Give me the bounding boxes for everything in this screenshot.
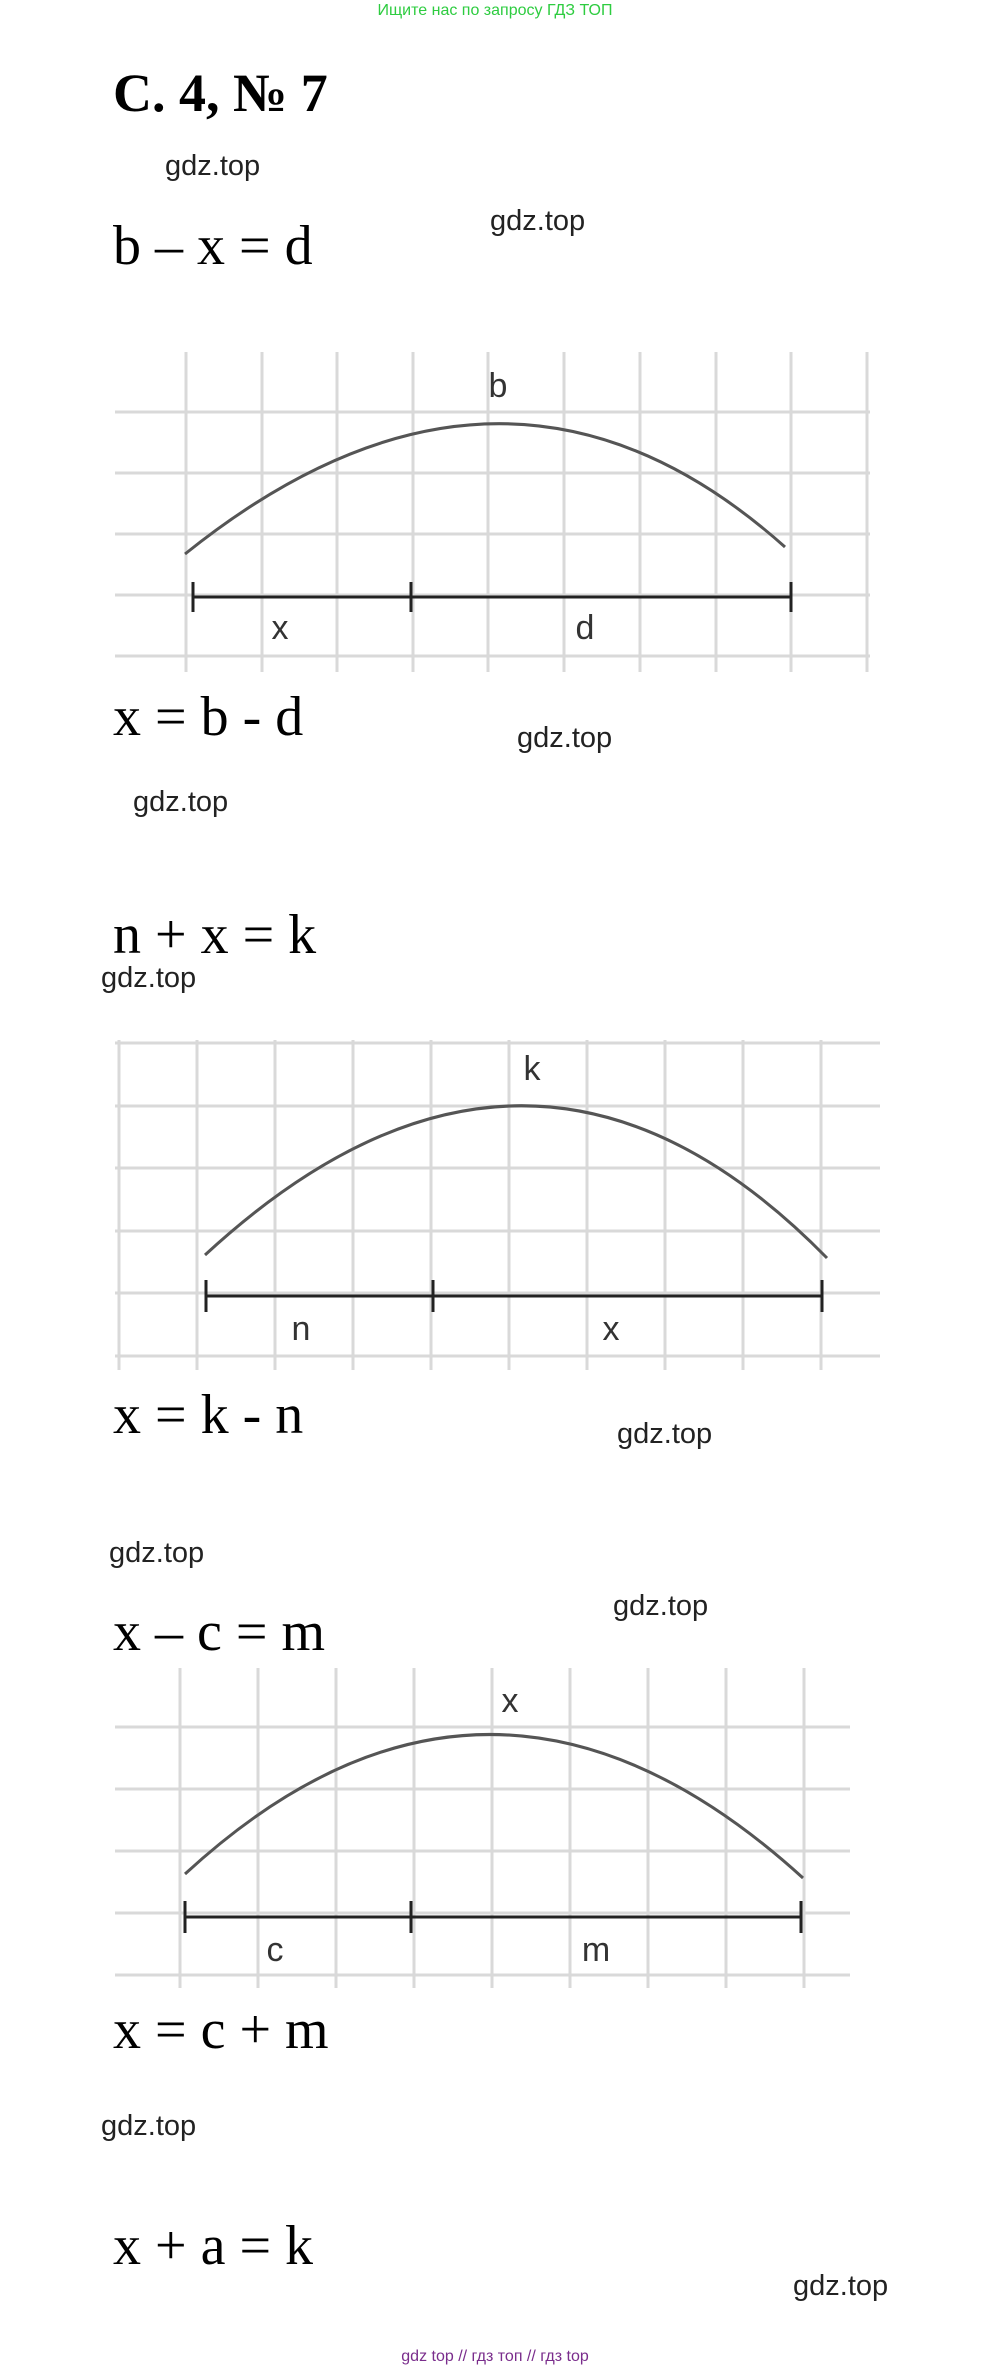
watermark: gdz.top xyxy=(490,205,586,237)
watermark: gdz.top xyxy=(133,786,229,818)
watermark: gdz.top xyxy=(517,722,613,754)
right-segment-label: x xyxy=(602,1310,620,1348)
equation-answer-2: x = k - n xyxy=(113,1384,304,1446)
segment-diagram-3 xyxy=(115,1668,865,1988)
watermark: gdz.top xyxy=(613,1590,709,1622)
watermark: gdz.top xyxy=(101,962,197,994)
grid xyxy=(115,1040,880,1370)
watermark: gdz.top xyxy=(165,150,261,182)
grid xyxy=(115,1668,850,1988)
top-banner: Ищите нас по запросу ГДЗ ТОП xyxy=(377,2,613,19)
equation-answer-3: x = c + m xyxy=(113,1999,329,2061)
equation-given-4: x + a = k xyxy=(113,2215,314,2277)
left-segment-label: n xyxy=(291,1310,311,1348)
equation-given-3: x – c = m xyxy=(113,1601,325,1663)
watermark: gdz.top xyxy=(109,1537,205,1569)
left-segment-label: c xyxy=(266,1931,284,1969)
arc xyxy=(205,1106,827,1258)
arc-label: k xyxy=(523,1050,541,1088)
arc xyxy=(185,1734,803,1878)
watermark: gdz.top xyxy=(617,1418,713,1450)
equation-answer-1: x = b - d xyxy=(113,686,304,748)
segment-diagram-2 xyxy=(115,1040,885,1375)
right-segment-label: d xyxy=(575,609,595,647)
page-title: С. 4, № 7 xyxy=(113,63,328,123)
watermark: gdz.top xyxy=(101,2110,197,2142)
arc-label: x xyxy=(501,1682,519,1720)
equation-given-1: b – x = d xyxy=(113,215,313,277)
segment-diagram-1 xyxy=(115,352,875,672)
equation-given-2: n + x = k xyxy=(113,904,317,966)
watermark: gdz.top xyxy=(793,2270,889,2302)
left-segment-label: x xyxy=(271,609,289,647)
right-segment-label: m xyxy=(581,1931,611,1969)
footer-links[interactable]: gdz top // гдз топ // гдз top xyxy=(401,2348,589,2365)
arc-label: b xyxy=(488,367,508,405)
